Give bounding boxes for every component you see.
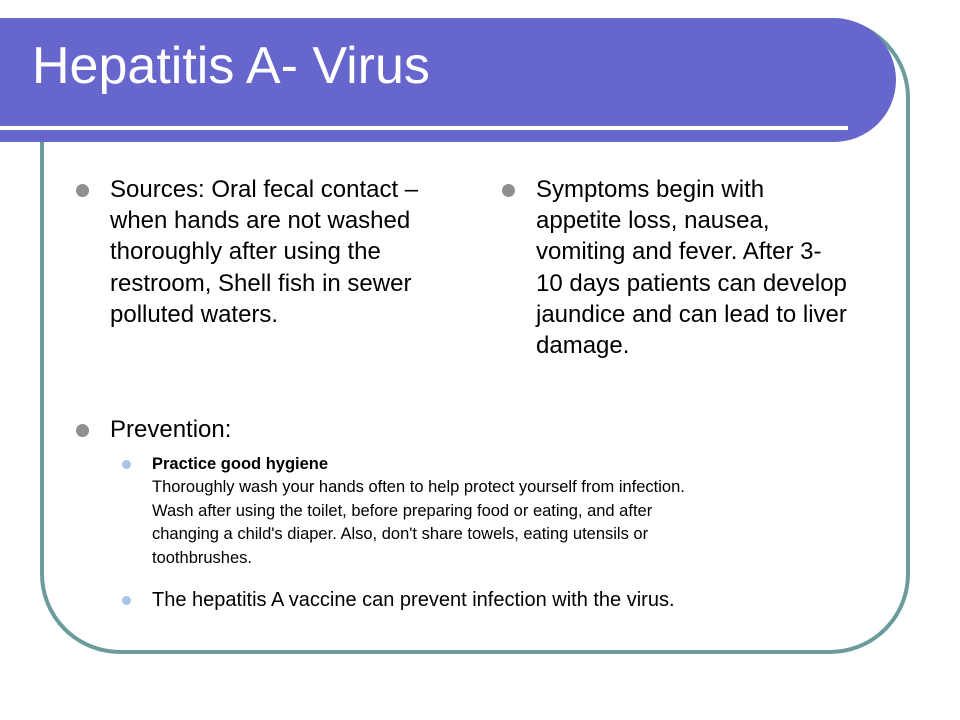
hygiene-line: toothbrushes. bbox=[152, 548, 252, 567]
symptoms-line: jaundice and can lead to liver bbox=[536, 300, 847, 328]
hygiene-line: changing a child's diaper. Also, don't share towels, eating utensils or bbox=[152, 525, 649, 544]
bullet-dot-icon bbox=[76, 184, 89, 197]
symptoms-line: vomiting and fever. After 3- bbox=[536, 238, 822, 266]
prevention-label: Prevention: bbox=[110, 416, 232, 443]
sources-line: thoroughly after using the bbox=[110, 238, 381, 266]
hygiene-heading: Practice good hygiene bbox=[152, 455, 329, 473]
hygiene-line: Thoroughly wash your hands often to help protect yourself from infection. bbox=[152, 478, 685, 497]
bullet-dot-icon bbox=[502, 184, 515, 197]
bullet-symptoms bbox=[536, 174, 886, 361]
bullet-sources bbox=[110, 174, 455, 330]
bullet-dot-icon bbox=[76, 424, 89, 437]
sub-bullet-dot-icon bbox=[122, 596, 131, 605]
sources-line: restroom, Shell fish in sewer bbox=[110, 269, 412, 297]
symptoms-line: appetite loss, nausea, bbox=[536, 207, 770, 235]
bullet-prevention bbox=[110, 414, 510, 445]
sources-line: when hands are not washed bbox=[110, 207, 411, 235]
symptoms-line: Symptoms begin with bbox=[536, 176, 765, 203]
sub-bullet-dot-icon bbox=[122, 460, 131, 469]
hygiene-line: Wash after using the toilet, before preparing food or eating, and after bbox=[152, 501, 653, 520]
symptoms-line: 10 days patients can develop bbox=[536, 269, 847, 297]
title-underline bbox=[0, 126, 848, 130]
vaccine-text: The hepatitis A vaccine can prevent infection with the virus. bbox=[152, 589, 675, 611]
slide-title: Hepatitis A- Virus bbox=[32, 37, 430, 95]
sources-line: polluted waters. bbox=[110, 300, 279, 328]
symptoms-line: damage. bbox=[536, 331, 630, 359]
sources-line: Sources: Oral fecal contact – bbox=[110, 176, 419, 203]
sub-bullet-hygiene bbox=[152, 453, 872, 570]
sub-bullet-vaccine bbox=[152, 587, 872, 613]
